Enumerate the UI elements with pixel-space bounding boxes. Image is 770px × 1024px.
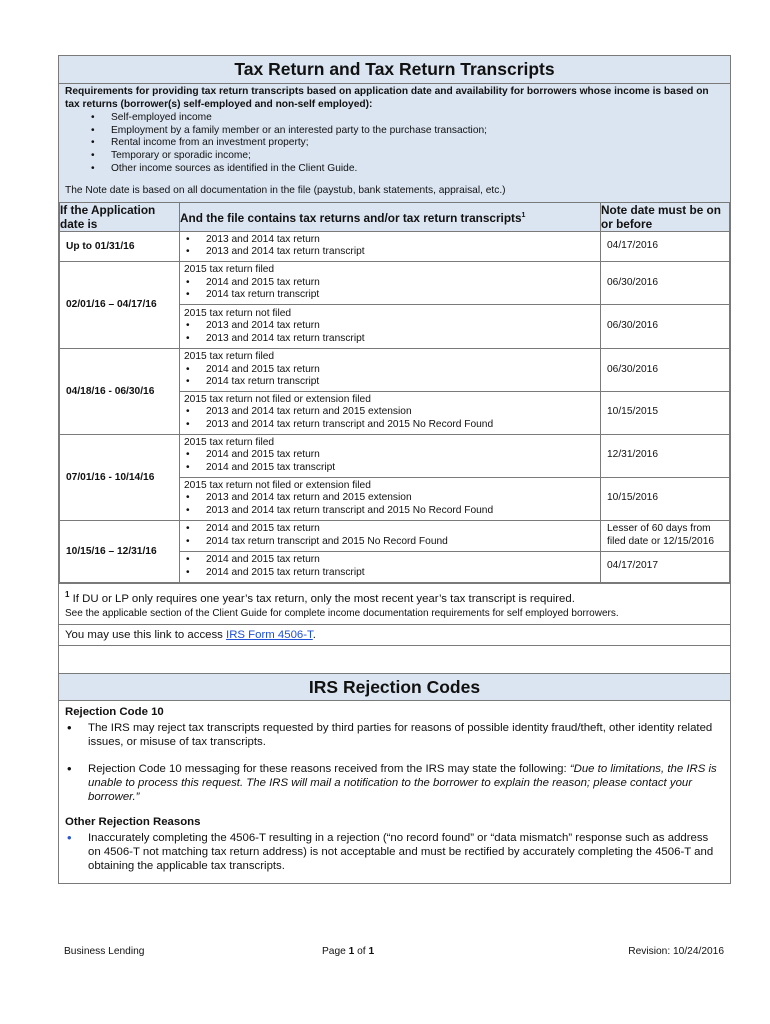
application-date-cell: 04/18/16 - 06/30/16 [60,348,180,434]
note-date-cell: Lesser of 60 days from filed date or 12/15/2016 [601,520,730,551]
header-file-contains-text: And the file contains tax returns and/or tax return transcripts [180,210,522,225]
list-item: • 2014 and 2015 tax return [184,364,596,377]
list-item: • 2014 and 2015 tax return [184,277,596,290]
table-row [60,520,730,551]
note-date-text: The Note date is based on all documentation in the file (paystub, bank statements, appraisal, etc.) [65,185,506,197]
note-date-cell: 12/31/2016 [601,434,730,477]
header-application-date: If the Application date is [60,202,180,231]
file-contents-cell [180,261,601,304]
requirements-block [59,84,730,202]
list-item: • 2014 and 2015 tax return transcript [184,567,596,580]
document-page [58,55,731,884]
application-date-cell: 07/01/16 - 10/14/16 [60,434,180,520]
list-item: • 2014 tax return transcript and 2015 No Record Found [184,536,596,549]
application-date-cell: Up to 01/31/16 [60,231,180,261]
note-date-cell: 10/15/2016 [601,477,730,520]
revision-date: Revision: 10/24/2016 [628,946,724,957]
link-suffix: . [312,628,316,641]
list-item: • 2014 and 2015 tax return [184,523,596,536]
file-contents-cell [180,231,601,261]
note-date-cell: 06/30/2016 [601,348,730,391]
blank-row [58,646,731,674]
file-label: 2015 tax return filed [184,264,275,276]
other-reasons-heading: Other Rejection Reasons [65,815,201,828]
page-prefix: Page [322,946,349,957]
file-label: 2015 tax return not filed or extension filed [184,479,371,491]
footnote-marker: 1 [65,589,70,599]
client-guide-note: See the applicable section of the Client Guide for complete income documentation requirements for self employed borrowers. [58,606,731,625]
note-date-cell: 10/15/2015 [601,391,730,434]
footnote-ref: 1 [521,211,526,219]
table-row [60,348,730,391]
code10-list [65,762,724,804]
file-contents-cell [180,391,601,434]
file-contents-cell [180,304,601,348]
irs-form-link-row [58,625,731,646]
irs-rejection-body [58,701,731,884]
footer-department: Business Lending [64,946,145,957]
list-item: • 2013 and 2014 tax return and 2015 extension [184,492,596,505]
list-item: • 2013 and 2014 tax return transcript and 2015 No Record Found [184,505,596,518]
table-row [60,231,730,261]
file-label: 2015 tax return filed [184,436,275,448]
list-item: • Other income sources as identified in the Client Guide. [65,163,725,176]
file-items [184,554,596,579]
irs-quote: “Due to limitations, the IRS is unable to process this request. The IRS will mail a notification to the borrower to explain the reason; please contact your borrower.” [88,762,717,803]
page-of: of [354,946,369,957]
code10-list [65,721,724,749]
list-item: • Employment by a family member or an interested party to the purchase transaction; [65,125,725,138]
file-items [184,492,596,517]
page-total: 1 [368,946,375,957]
tax-return-section [58,55,731,584]
page-current: 1 [348,946,355,957]
note-date-cell: 04/17/2016 [601,231,730,261]
code10-message-lead: Rejection Code 10 messaging for these reasons received from the IRS may state the following: [88,762,570,775]
application-date-cell: 10/15/16 – 12/31/16 [60,520,180,582]
footnote [58,584,731,606]
list-item: • The IRS may reject tax transcripts requested by third parties for reasons of possible identity fraud/theft, other identity related issues, or misuse of tax transcripts. [65,721,724,749]
file-contents-cell [180,477,601,520]
file-label: 2015 tax return not filed [184,307,292,319]
file-items [184,406,596,431]
file-items [184,320,596,345]
requirements-lead: Requirements for providing tax return transcripts based on application date and availability for borrowers whose income is based on tax returns (borrower(s) self-employed and non-self employed): [65,86,709,110]
table-row [60,261,730,304]
file-contents-cell [180,434,601,477]
irs-section-title: IRS Rejection Codes [58,674,731,701]
list-item: • 2013 and 2014 tax return and 2015 extension [184,406,596,419]
list-item: • 2013 and 2014 tax return transcript [184,333,596,346]
list-item: • Rental income from an investment property; [65,137,725,150]
list-item [65,762,724,804]
list-item: • 2014 and 2015 tax return [184,554,596,567]
irs-form-4506t-link[interactable]: IRS Form 4506-T [226,628,313,641]
header-note-date: Note date must be on or before [601,202,730,231]
file-items [184,277,596,302]
file-items [184,523,596,548]
list-item: • 2014 and 2015 tax transcript [184,462,596,475]
list-item: • 2014 tax return transcript [184,289,596,302]
file-contents-cell [180,551,601,582]
list-item: • 2014 and 2015 tax return [184,449,596,462]
list-item: • 2013 and 2014 tax return [184,234,596,247]
file-items [184,234,596,259]
list-item: • 2013 and 2014 tax return transcript [184,246,596,259]
section-title: Tax Return and Tax Return Transcripts [59,56,730,84]
list-item: • Self-employed income [65,112,725,125]
list-item: • 2013 and 2014 tax return transcript and 2015 No Record Found [184,419,596,432]
code10-heading: Rejection Code 10 [65,705,164,718]
header-file-contains [180,202,601,231]
application-date-table [59,202,730,583]
requirements-list [65,112,725,175]
file-items [184,364,596,389]
application-date-cell: 02/01/16 – 04/17/16 [60,261,180,348]
file-contents-cell [180,520,601,551]
list-item: • Inaccurately completing the 4506-T resulting in a rejection (“no record found” or “data mismatch” response such as address on 4506-T not matching tax return address) is not acceptable and must be rectified by accurately completing the 4506-T and obtaining the applicable tax transcripts. [65,831,724,873]
note-date-cell: 04/17/2017 [601,551,730,582]
footnote-text: If DU or LP only requires one year’s tax return, only the most recent year’s tax transcript is required. [69,592,575,605]
table-header-row [60,202,730,231]
table-row [60,434,730,477]
file-items [184,449,596,474]
list-item: • Temporary or sporadic income; [65,150,725,163]
page-number [322,946,374,957]
link-prefix: You may use this link to access [65,628,227,641]
list-item: • 2013 and 2014 tax return [184,320,596,333]
list-item: • 2014 tax return transcript [184,376,596,389]
file-label: 2015 tax return filed [184,350,275,362]
note-date-cell: 06/30/2016 [601,304,730,348]
file-contents-cell [180,348,601,391]
note-date-cell: 06/30/2016 [601,261,730,304]
other-reasons-list [65,831,724,873]
file-label: 2015 tax return not filed or extension filed [184,393,371,405]
